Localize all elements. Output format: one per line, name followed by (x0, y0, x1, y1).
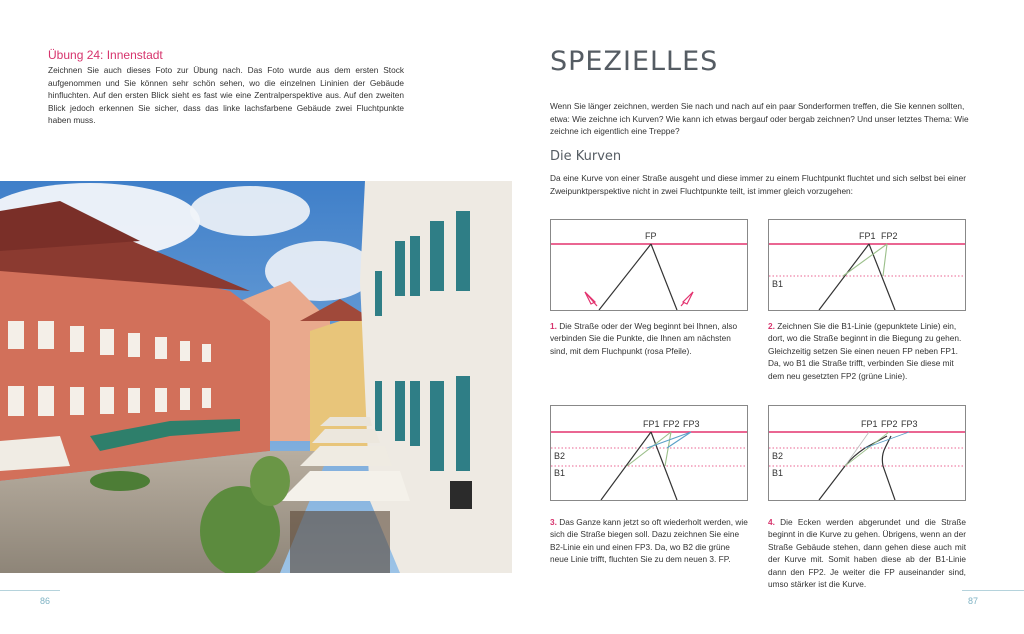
guide-line (845, 432, 869, 466)
green-line (665, 432, 671, 466)
fp2-label: FP2 (663, 419, 680, 429)
page-number-right: 87 (968, 596, 979, 606)
curve-diagram-3 (550, 405, 748, 501)
street-photo (0, 181, 512, 573)
footer-rule-left (0, 590, 60, 591)
caption-number: 4. (768, 517, 775, 527)
road-edge-left (819, 244, 869, 310)
pink-arrow-left (585, 292, 597, 306)
exercise-title: Übung 24: Innenstadt (48, 48, 163, 62)
b1-label: B1 (772, 468, 784, 478)
road-edge-right (651, 244, 677, 310)
b2-label: B2 (554, 451, 566, 461)
fp1-label: FP1 (643, 419, 660, 429)
curve-diagram-1 (550, 219, 748, 311)
caption-number: 2. (768, 321, 775, 331)
caption-text: Die Ecken werden abgerundet und die Straße beginnt in die Kurve zu gehen. Übrigens, wenn an der Straße Gebäude stehen, dann gehen diese auch mit der Kurve mit. Somit haben diese ab der B1-Linie dann den FP2. Je weiter die FP auseinander sind, umso stärker ist die Kurve. (768, 517, 966, 590)
intro-text: Wenn Sie länger zeichnen, werden Sie nach und nach auf ein paar Sonderformen treffen, die Sie kennen sollten, etwa: Wie zeichne ich Kurven? Wie kann ich etwas bergauf oder bergab zeichnen? Und unser letztes Thema: Wie zeichne ich eigentlich eine Treppe? (550, 101, 969, 137)
subsection-title: Die Kurven (550, 149, 622, 164)
fp2-label: FP2 (881, 419, 898, 429)
green-line (883, 244, 887, 276)
exercise-text: Zeichnen Sie auch dieses Foto zur Übung nach. Das Foto wurde aus dem ersten Stock aufgenommen und Sie können sehr schön sehen, wo die einzelnen Lininien der Gebäude hinfluchten. Auf den ersten Blick sieht es fast wie eine Zentralperspektive aus. Auf den zweiten Blick jedoch erkennen Sie sicher, dass das linke lachsfarbene Gebäude zwei Fluchtpunkte haben muss. (48, 65, 404, 126)
blue-line (865, 432, 909, 448)
caption-text: Die Straße oder der Weg beginnt bei Ihnen, also verbinden Sie die Punkte, die Ihnen am nächsten sind, mit dem Fluchpunkt (rosa Pfeile). (550, 321, 738, 356)
caption-number: 3. (550, 517, 557, 527)
curve-diagram-4 (768, 405, 966, 501)
fp3-label: FP3 (683, 419, 700, 429)
b1-label: B1 (554, 468, 566, 478)
caption-number: 1. (550, 321, 557, 331)
section-title: SPEZIELLES (550, 46, 719, 77)
caption-text: Zeichnen Sie die B1-Linie (gepunktete Linie) ein, dort, wo die Straße beginnt in die Biegung zu gehen. Gleichzeitig setzen Sie einen neuen FP neben FP1. Da, wo B1 die Straße trifft, verbinden Sie diese mit dem neu gesetzten FP2 (grüne Linie). (768, 321, 962, 381)
subsection-text: Da eine Kurve von einer Straße ausgeht und diese immer zu einem Fluchtpunkt fluchtet und sich selbst bei einer Zweipunktperspektive nicht in zwei Fluchtpunkte teilt, ist immer gleich vorzugehen: (550, 173, 966, 196)
curved-road-left (819, 436, 887, 500)
green-line (627, 432, 671, 466)
curved-road-right (882, 436, 895, 500)
b1-label: B1 (772, 279, 784, 289)
street-photo-illustration (0, 181, 512, 573)
road-edge-left (599, 244, 651, 310)
caption-text: Das Ganze kann jetzt so oft wiederholt werden, wie sich die Straße biegen soll. Dazu zeichnen Sie eine B2-Linie ein und einen FP3. Da, wo B2 die grüne neue Linie trifft, fluchten Sie zu dem neuen 3. FP. (550, 517, 748, 565)
fp1-label: FP1 (861, 419, 878, 429)
pink-arrow-right (681, 292, 693, 306)
fp-label: FP (645, 231, 657, 241)
b2-label: B2 (772, 451, 784, 461)
caption-4 (768, 516, 966, 590)
caption-1 (550, 320, 748, 357)
fp3-label: FP3 (901, 419, 918, 429)
caption-2 (768, 320, 966, 382)
caption-3 (550, 516, 748, 566)
fp2-label: FP2 (881, 231, 898, 241)
page-number-left: 86 (40, 596, 51, 606)
curve-diagram-2 (768, 219, 966, 311)
footer-rule-right (962, 590, 1024, 591)
fp1-label: FP1 (859, 231, 876, 241)
